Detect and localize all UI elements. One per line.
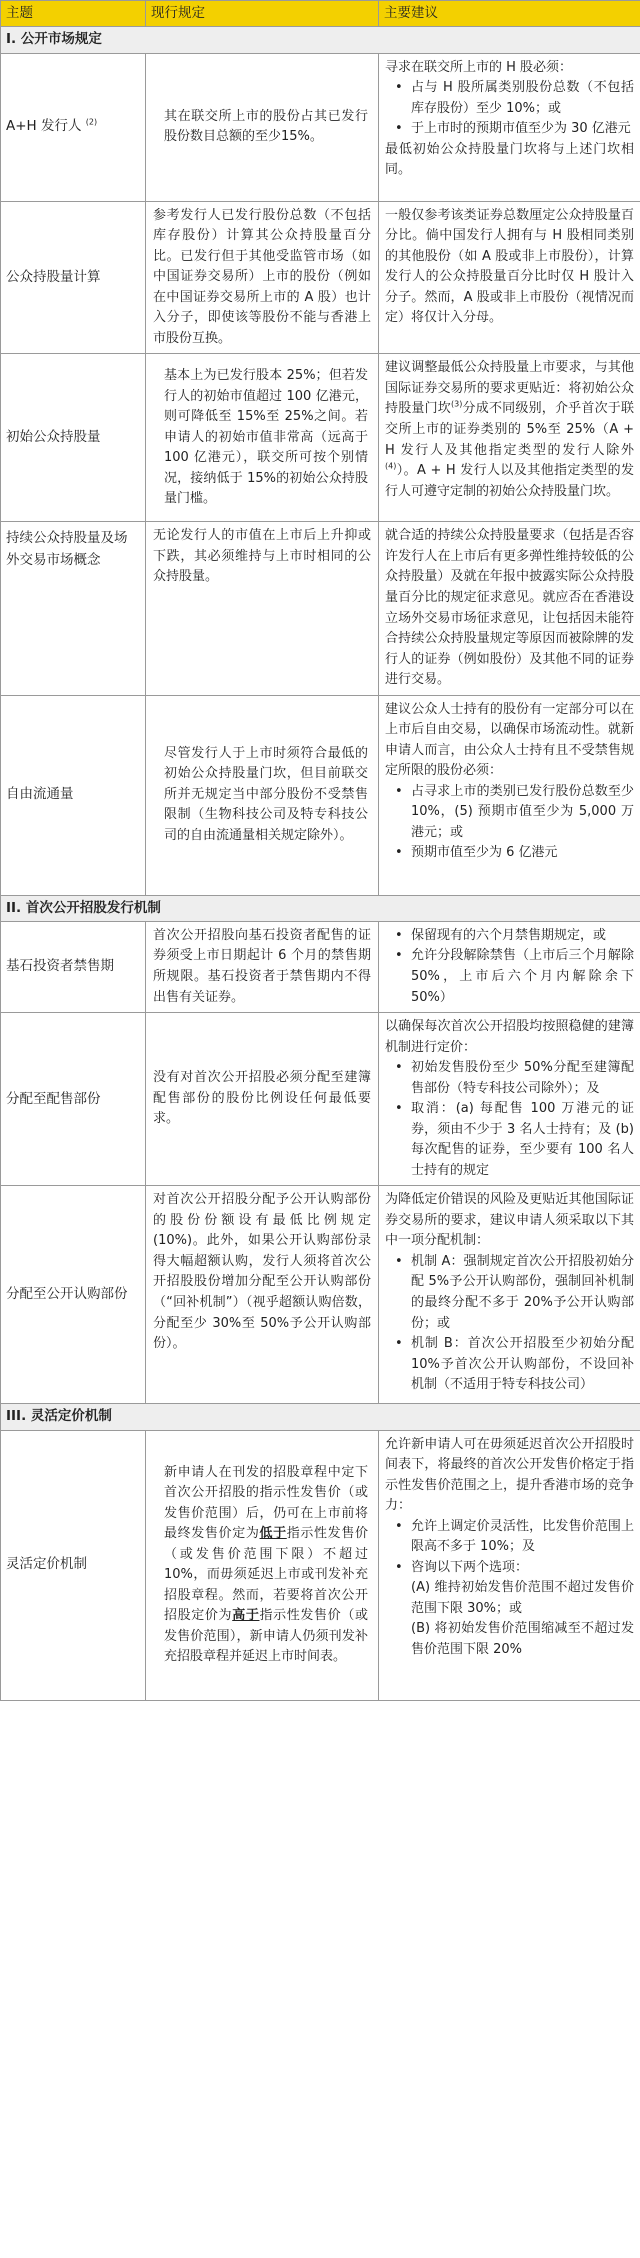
- section-row: [1, 27, 640, 53]
- list-item: • 机制 B：首次公开招股至少初始分配 10%予首次公开认购部份，不设回补机制（不适用于特专科技公司）: [395, 1334, 634, 1396]
- row-current-rule: 其在联交所上市的股份占其已发行股份数目总额的至少15%。: [146, 53, 379, 201]
- row-proposal: [379, 53, 640, 201]
- header-proposal: 主要建议: [379, 1, 640, 27]
- row-current-rule: 参考发行人已发行股份总数（不包括库存股份）计算其公众持股量百分比。已发行但于其他受监管市场（如中国证券交易所）上市的股份（例如在中国证券交易所上市的 A 股）也计入分子，即使该等股份不能与香港上市股份互换。: [146, 201, 379, 354]
- section-title: I. 公开市场规定: [1, 27, 640, 53]
- row-proposal: [379, 921, 640, 1012]
- footnote-ref: (2): [85, 117, 98, 127]
- proposal-list: [395, 1252, 634, 1396]
- proposal-intro: 以确保每次首次公开招股均按照稳健的建簿机制进行定价：: [385, 1019, 634, 1055]
- section-row: [1, 1404, 640, 1430]
- row-current-rule: 对首次公开招股分配予公开认购部份的股份份额设有最低比例规定 (10%)。此外，如果公开认购部份录得大幅超额认购，发行人须将首次公开招股股份增加分配至公开认购部份（“回补机制”）（视乎超额认购倍数，分配至少 30%至 50%予公开认购部份）。: [146, 1186, 379, 1404]
- list-item: • 占寻求上市的类别已发行股份总数至少 10%，(5) 预期市值至少为 5,000 万港元；或: [395, 782, 634, 844]
- row-topic: 灵活定价机制: [1, 1430, 146, 1700]
- row-proposal: [379, 1186, 640, 1404]
- list-item-text: 咨询以下两个选项：: [411, 1559, 529, 1575]
- proposal-text: 分成不同级别，介乎首次于联交所上市的证券类别的 5%至 25%（A + H 发行人及其他指定类型的发行人除外: [385, 401, 634, 458]
- proposal-list: [395, 1058, 634, 1181]
- footnote-ref: (3): [451, 400, 463, 410]
- row-proposal: 一般仅参考该类证券总数厘定公众持股量百分比。倘中国发行人拥有与 H 股相同类别的其他股份（如 A 股或非上市股份），计算发行人的公众持股量百分比时仅 H 股计入分子。然而，A 股或非上市股份（视情况而定）将仅计入分母。: [379, 201, 640, 354]
- row-topic: 持续公众持股量及场外交易市场概念: [1, 522, 146, 695]
- table-row: [1, 53, 640, 201]
- proposal-outro: 最低初始公众持股量门坎将与上述门坎相同。: [385, 141, 634, 178]
- list-item: • 占与 H 股所属类别股份总数（不包括库存股份）至少 10%；或: [395, 78, 634, 119]
- proposal-list: [395, 1517, 634, 1661]
- row-proposal: [379, 695, 640, 895]
- header-topic: 主题: [1, 1, 146, 27]
- option-a: (A) 维持初始发售价范围不超过发售价范围下限 30%；或: [411, 1580, 634, 1616]
- row-topic: [1, 53, 146, 201]
- row-proposal: [379, 1013, 640, 1186]
- row-current-rule: 首次公开招股向基石投资者配售的证券须受上市日期起计 6 个月的禁售期所规限。基石投资者于禁售期内不得出售有关证券。: [146, 921, 379, 1012]
- row-topic: 基石投资者禁售期: [1, 921, 146, 1012]
- rule-text: 指示性发售价（或发售价范围），新申请人仍须刊发补充招股章程并延迟上市时间表。: [164, 1608, 368, 1665]
- proposal-list: [395, 78, 634, 140]
- list-item: • 预期市值至少为 6 亿港元: [395, 843, 634, 864]
- table-row: [1, 1186, 640, 1404]
- proposal-list: [395, 926, 634, 1008]
- table-row: [1, 921, 640, 1012]
- list-item: • 机制 A：强制规定首次公开招股初始分配 5%予公开认购部份，强制回补机制的最终分配不多于 20%予公开认购部份；或: [395, 1252, 634, 1334]
- section-title: II. 首次公开招股发行机制: [1, 895, 640, 921]
- proposal-intro: 为降低定价错误的风险及更贴近其他国际证券交易所的要求，建议申请人须采取以下其中一项分配机制：: [385, 1192, 634, 1249]
- row-current-rule: [146, 1430, 379, 1700]
- row-topic: 分配至配售部份: [1, 1013, 146, 1186]
- list-item: • 于上市时的预期市值至少为 30 亿港元: [395, 119, 634, 140]
- table-row: [1, 695, 640, 895]
- proposal-text: 将初始公众持股量门坎: [385, 380, 634, 417]
- table-row: [1, 1013, 640, 1186]
- list-item: • 允许分段解除禁售（上市后三个月解除 50%，上市后六个月内解除余下 50%）: [395, 946, 634, 1008]
- list-item: • 取消：(a) 每配售 100 万港元的证券，须由不少于 3 名人士持有；及 (b) 每次配售的证券，至少要有 100 名人士持有的规定: [395, 1099, 634, 1181]
- proposal-intro: 寻求在联交所上市的 H 股必须：: [385, 59, 573, 75]
- rule-text: 新申请人在刊发的招股章程中定下首次公开招股的指示性发售价（或发售价范围）后，仍可在上市前将最终发售价定为: [164, 1464, 368, 1542]
- proposal-list: [395, 782, 634, 864]
- row-topic: 初始公众持股量: [1, 354, 146, 522]
- rule-emphasis: 低于: [259, 1526, 287, 1542]
- table-row: [1, 522, 640, 695]
- rule-text: 指示性发售价（或发售价范围下限）不超过 10%，而毋须延迟上市或刊发补充招股章程。然而，若要将首次公开招股定价为: [164, 1526, 368, 1624]
- row-current-rule: 无论发行人的市值在上市后上升抑或下跌，其必须维持与上市时相同的公众持股量。: [146, 522, 379, 695]
- section-row: [1, 895, 640, 921]
- section-title: III. 灵活定价机制: [1, 1404, 640, 1430]
- row-topic: 公众持股量计算: [1, 201, 146, 354]
- table-row: [1, 201, 640, 354]
- footnote-ref: (4): [385, 461, 397, 471]
- proposal-text: ）。A + H 发行人以及其他指定类型的发行人可遵守定制的初始公众持股量门坎。: [385, 463, 634, 499]
- topic-text: A+H 发行人: [6, 118, 82, 135]
- proposal-intro: 建议公众人士持有的股份有一定部分可以在上市后自由交易，以确保市场流动性。就新申请人而言，由公众人士持有且不受禁售规定所限的股份必须：: [385, 701, 634, 779]
- header-current-rule: 现行规定: [146, 1, 379, 27]
- header-row: [1, 1, 640, 27]
- row-proposal: [379, 1430, 640, 1700]
- row-proposal: [379, 354, 640, 522]
- row-proposal: 就合适的持续公众持股量要求（包括是否容许发行人在上市后有更多弹性维持较低的公众持股量）及就在年报中披露实际公众持股量百分比的规定征求意见。就应否在香港设立场外交易市场征求意见，让包括因未能符合持续公众持股量规定等原因而被除牌的发行人的证券（例如股份）及其他不同的证券进行交易。: [379, 522, 640, 695]
- row-current-rule: 基本上为已发行股本 25%；但若发行人的初始市值超过 100 亿港元，则可降低至 15%至 25%之间。若申请人的初始市值非常高（远高于 100 亿港元），联交所可按个别情况，接纳低于 15%的初始公众持股量门槛。: [146, 354, 379, 522]
- table-row: [1, 1430, 640, 1700]
- table-row: [1, 354, 640, 522]
- list-item: • 初始发售股份至少 50%分配至建簿配售部份（特专科技公司除外）；及: [395, 1058, 634, 1099]
- list-item: • 保留现有的六个月禁售期规定，或: [395, 926, 634, 947]
- proposal-text: 建议调整最低公众持股量上市要求，与其他国际证券交易所的要求更贴近：: [385, 360, 634, 396]
- row-current-rule: 尽管发行人于上市时须符合最低的初始公众持股量门坎，但目前联交所并无规定当中部分股份不受禁售限制（生物科技公司及特专科技公司的自由流通量相关规定除外）。: [146, 695, 379, 895]
- list-item: • 允许上调定价灵活性，比发售价范围上限高不多于 10%；及: [395, 1517, 634, 1558]
- option-b: (B) 将初始发售价范围缩减至不超过发售价范围下限 20%: [411, 1621, 634, 1657]
- row-topic: 自由流通量: [1, 695, 146, 895]
- row-current-rule: 没有对首次公开招股必须分配至建簿配售部份的股份比例设任何最低要求。: [146, 1013, 379, 1186]
- list-item: [395, 1558, 634, 1661]
- rule-emphasis: 高于: [232, 1608, 260, 1624]
- proposal-intro: 允许新申请人可在毋须延迟首次公开招股时间表下，将最终的首次公开发售价格定于指示性发售价范围之上，提升香港市场的竞争力：: [385, 1436, 634, 1514]
- row-topic: 分配至公开认购部份: [1, 1186, 146, 1404]
